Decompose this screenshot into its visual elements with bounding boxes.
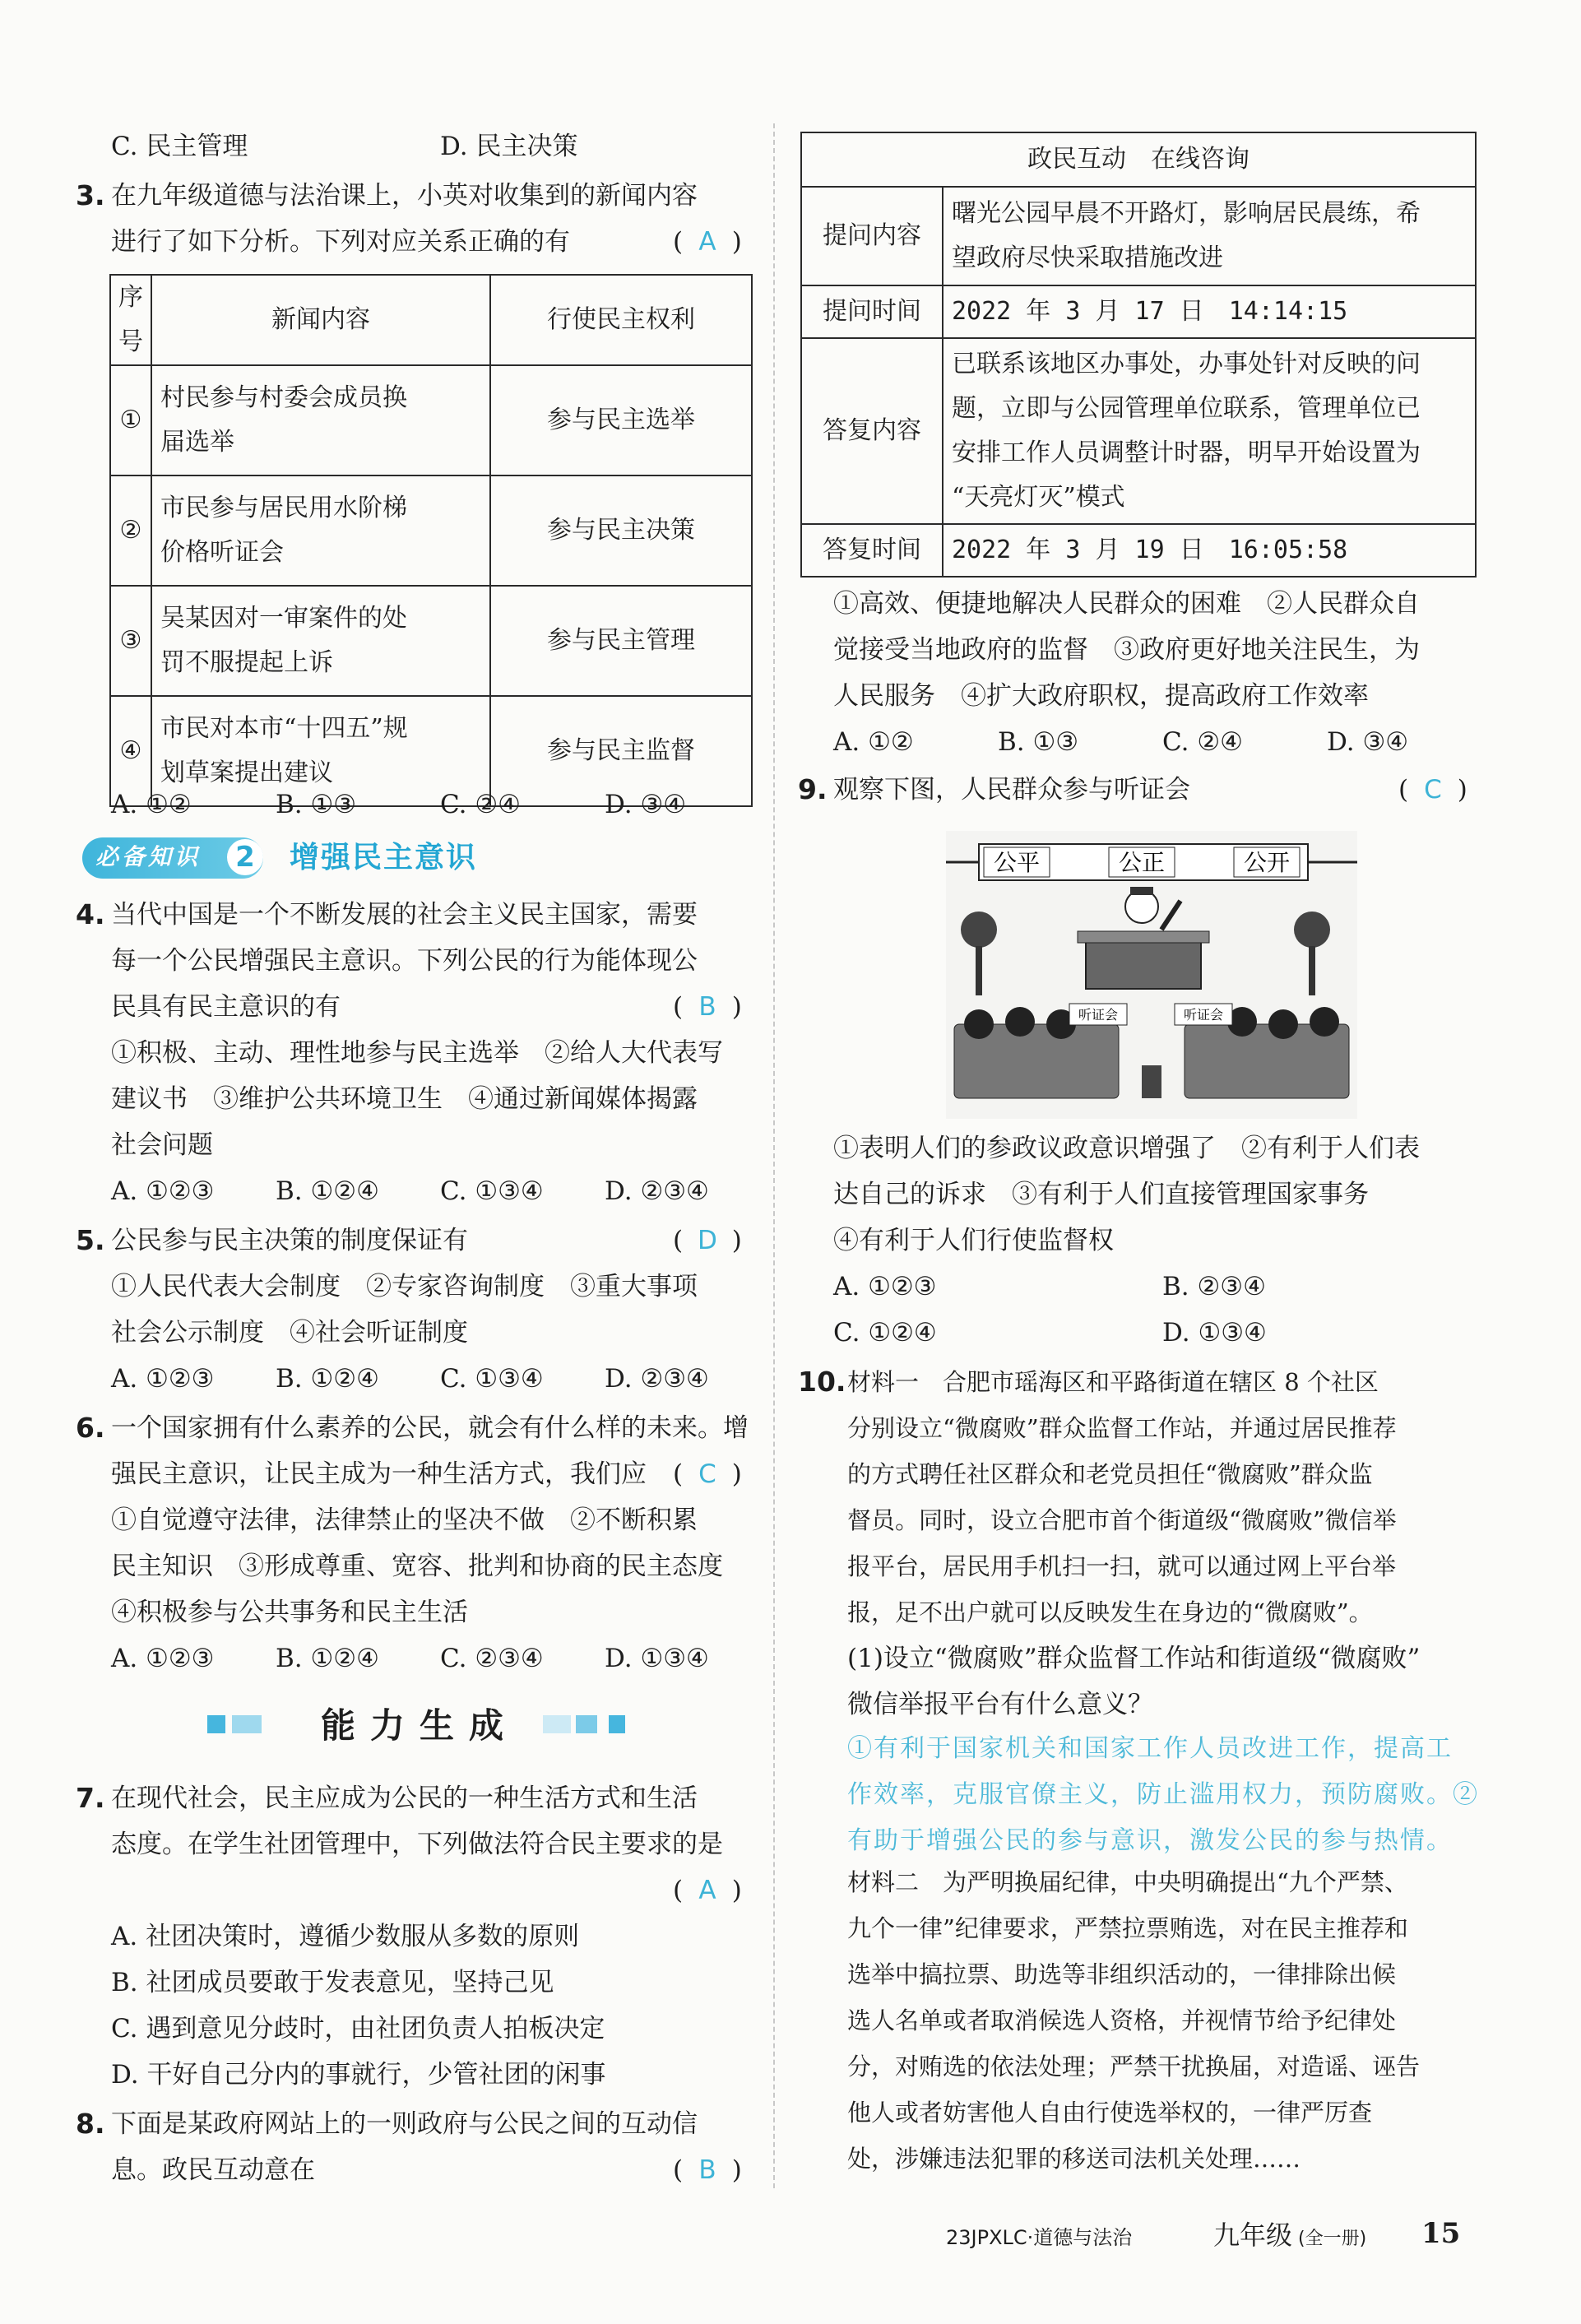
knowledge-tag: 必备知识	[95, 843, 202, 870]
q8-option-d: D. ③④	[1327, 727, 1409, 757]
q10-material1-line4: 督员。同时，设立合肥市首个街道级“微腐败”微信举	[847, 1506, 1397, 1534]
q4-item-line1: ①积极、主动、理性地参与民主选举 ②给人大代表写	[111, 1038, 723, 1068]
q6-item-line2: 民主知识 ③形成尊重、宽容、批判和协商的民主态度	[111, 1552, 723, 1581]
banner-text-fair: 公平	[993, 849, 1041, 876]
q3-row-right: 参与民主选举	[490, 365, 752, 475]
footer-volume: (全一册)	[1298, 2229, 1367, 2249]
q10-material1-line3: 的方式聘任社区群众和老党员担任“微腐败”群众监	[847, 1460, 1373, 1488]
q6-stem-line2: 强民主意识，让民主成为一种生活方式，我们应	[111, 1459, 647, 1489]
footer-grade: 九年级	[1213, 2220, 1293, 2251]
q6-item-line3: ④积极参与公共事务和民主生活	[111, 1598, 468, 1627]
q7-option-c: C. 遇到意见分歧时，由社团负责人拍板决定	[111, 2014, 605, 2043]
q8-table-value: 2022 年 3 月 19 日 16:05:58	[943, 524, 1476, 577]
q4-stem-line2: 每一个公民增强民主意识。下列公民的行为能体现公	[111, 946, 698, 976]
q3-row-index: ①	[110, 365, 151, 475]
footer-code: 23JPXLC·道德与法治	[946, 2226, 1133, 2249]
q9-option-c: C. ①②④	[833, 1318, 937, 1348]
q8-answer: ( B )	[673, 2155, 742, 2185]
q3-row-news: 市民对本市“十四五”规 划草案提出建议	[151, 696, 490, 806]
q6-item-line1: ①自觉遵守法律，法律禁止的坚决不做 ②不断积累	[111, 1505, 698, 1535]
q8-table-label: 答复内容	[801, 338, 943, 524]
q8-option-a: A. ①②	[833, 727, 914, 757]
q3-row-right: 参与民主决策	[490, 475, 752, 586]
q10-handwritten-answer-line1: ①有利于国家机关和国家工作人员改进工作，提高工	[847, 1734, 1453, 1763]
q9-stem: 观察下图，人民群众参与听证会	[833, 775, 1190, 805]
q8-table-label: 提问内容	[801, 187, 943, 285]
q3-option-d: D. ③④	[605, 790, 687, 819]
q9-option-b: B. ②③④	[1162, 1272, 1266, 1301]
q5-stem: 公民参与民主决策的制度保证有	[111, 1226, 468, 1255]
q6-stem-line1: 一个国家拥有什么素养的公民，就会有什么样的未来。增	[111, 1413, 749, 1443]
q6-number: 6.	[76, 1412, 105, 1444]
q3-row-right: 参与民主监督	[490, 696, 752, 806]
q10-material1-line6: 报，足不出户就可以反映发生在身边的“微腐败”。	[847, 1598, 1373, 1626]
section-title: 能力生成	[321, 1705, 519, 1746]
sign-right: 听证会	[1183, 1007, 1224, 1023]
q4-number: 4.	[76, 898, 105, 930]
q8-item-line3: 人民服务 ④扩大政府职权，提高政府工作效率	[833, 681, 1369, 711]
q3-row-index: ③	[110, 586, 151, 696]
q3-option-c: C. ②④	[440, 790, 521, 819]
q8-table-value: 2022 年 3 月 17 日 14:14:15	[943, 285, 1476, 338]
q10-material2-line2: 九个一律”纪律要求，严禁拉票贿选，对在民主推荐和	[847, 1914, 1408, 1942]
q5-option-d: D. ②③④	[605, 1364, 709, 1394]
section-deco-square	[543, 1715, 571, 1733]
q8-option-c: C. ②④	[1162, 727, 1243, 757]
q5-option-b: B. ①②④	[276, 1364, 379, 1394]
q3-option-a: A. ①②	[111, 790, 192, 819]
q10-handwritten-answer-line3: 有助于增强公民的参与意识，激发公民的参与热情。	[847, 1826, 1453, 1855]
q3-table	[109, 274, 753, 807]
q3-option-b: B. ①③	[276, 790, 357, 819]
q10-material1-line5: 报平台，居民用手机扫一扫，就可以通过网上平台举	[847, 1552, 1397, 1580]
q8-item-line2: 觉接受当地政府的监督 ③政府更好地关注民生，为	[833, 635, 1420, 665]
q2-option-d: D. 民主决策	[440, 132, 578, 161]
q8-table-value: 曙光公园早晨不开路灯，影响居民晨练，希 望政府尽快采取措施改进	[943, 187, 1476, 285]
q4-item-line2: 建议书 ③维护公共环境卫生 ④通过新闻媒体揭露	[111, 1084, 698, 1114]
q9-item-line3: ④有利于人们行使监督权	[833, 1226, 1114, 1255]
page-number: 15	[1421, 2217, 1461, 2250]
hearing-cartoon	[946, 831, 1357, 1119]
q8-item-line1: ①高效、便捷地解决人民群众的困难 ②人民群众自	[833, 589, 1420, 619]
q8-table-label: 答复时间	[801, 524, 943, 577]
q8-interaction-table	[800, 132, 1477, 578]
q3-number: 3.	[76, 179, 105, 211]
q4-option-c: C. ①③④	[440, 1176, 544, 1206]
q8-stem-line2: 息。政民互动意在	[111, 2155, 315, 2185]
knowledge-number: 2	[227, 839, 263, 875]
q3-header-index: 序号	[110, 275, 151, 365]
q10-number: 10.	[798, 1366, 846, 1398]
banner-text-just: 公正	[1118, 849, 1166, 876]
section-deco-square	[576, 1715, 597, 1733]
q9-option-d: D. ①③④	[1162, 1318, 1267, 1348]
q7-option-a: A. 社团决策时，遵循少数服从多数的原则	[111, 1922, 580, 1951]
q2-option-c: C. 民主管理	[111, 132, 248, 161]
q6-option-c: C. ②③④	[440, 1644, 544, 1673]
q9-answer: ( C )	[1398, 775, 1467, 805]
q5-number: 5.	[76, 1224, 105, 1256]
section-deco-square	[232, 1715, 262, 1733]
q10-material2-line5: 分，对贿选的依法处理；严禁干扰换届，对造谣、诬告	[847, 2053, 1421, 2080]
q8-number: 8.	[76, 2108, 105, 2140]
q10-material2-line7: 处，涉嫌违法犯罪的移送司法机关处理……	[847, 2145, 1301, 2173]
q5-option-c: C. ①③④	[440, 1364, 544, 1394]
sign-left: 听证会	[1078, 1007, 1119, 1023]
q4-stem-line3: 民具有民主意识的有	[111, 992, 341, 1022]
q4-stem-line1: 当代中国是一个不断发展的社会主义民主国家，需要	[111, 900, 698, 930]
q5-option-a: A. ①②③	[111, 1364, 215, 1394]
banner-text-open: 公开	[1243, 849, 1291, 876]
q10-material2-line1: 材料二 为严明换届纪律，中央明确提出“九个严禁、	[847, 1868, 1408, 1896]
q5-answer: ( D )	[673, 1226, 742, 1255]
q4-option-d: D. ②③④	[605, 1176, 709, 1206]
column-divider	[773, 123, 775, 2188]
q9-option-a: A. ①②③	[833, 1272, 937, 1301]
q10-material2-line3: 选举中搞拉票、助选等非组织活动的，一律排除出候	[847, 1960, 1397, 1988]
q3-row-right: 参与民主管理	[490, 586, 752, 696]
q4-answer: ( B )	[673, 992, 742, 1022]
section-deco-square	[207, 1715, 225, 1733]
q6-option-a: A. ①②③	[111, 1644, 215, 1673]
q6-option-d: D. ①③④	[605, 1644, 709, 1673]
q7-option-d: D. 干好自己分内的事就行，少管社团的闲事	[111, 2060, 606, 2090]
q3-header-news: 新闻内容	[151, 275, 490, 365]
q9-item-line2: 达自己的诉求 ③有利于人们直接管理国家事务	[833, 1180, 1369, 1209]
q3-row-news: 市民参与居民用水阶梯 价格听证会	[151, 475, 490, 586]
q3-header-right: 行使民主权利	[490, 275, 752, 365]
q9-item-line1: ①表明人们的参政议政意识增强了 ②有利于人们表	[833, 1134, 1420, 1163]
q4-option-a: A. ①②③	[111, 1176, 215, 1206]
q3-row-index: ②	[110, 475, 151, 586]
q4-option-b: B. ①②④	[276, 1176, 379, 1206]
section-deco-square	[609, 1715, 625, 1733]
q7-option-b: B. 社团成员要敢于发表意见，坚持己见	[111, 1968, 554, 1997]
q4-item-line3: 社会问题	[111, 1130, 213, 1160]
q7-stem-line1: 在现代社会，民主应成为公民的一种生活方式和生活	[111, 1784, 698, 1813]
knowledge-title: 增强民主意识	[290, 841, 478, 874]
q7-answer: ( A )	[673, 1876, 742, 1905]
q6-answer: ( C )	[673, 1459, 742, 1489]
q10-material1-line1: 材料一 合肥市瑶海区和平路街道在辖区 8 个社区	[847, 1368, 1379, 1396]
q3-answer: ( A )	[673, 227, 742, 257]
q5-item-line1: ①人民代表大会制度 ②专家咨询制度 ③重大事项	[111, 1272, 698, 1301]
q6-option-b: B. ①②④	[276, 1644, 379, 1673]
q3-row-index: ④	[110, 696, 151, 806]
q7-stem-line2: 态度。在学生社团管理中，下列做法符合民主要求的是	[111, 1830, 723, 1859]
q10-sub1-line2: 微信举报平台有什么意义？	[847, 1690, 1153, 1719]
q8-table-value: 已联系该地区办事处，办事处针对反映的问 题，立即与公园管理单位联系，管理单位已 安排工作人员调整计时器，明早开始设置为 “天亮灯灭”模式	[943, 338, 1476, 524]
q3-row-news: 吴某因对一审案件的处 罚不服提起上诉	[151, 586, 490, 696]
q8-stem-line1: 下面是某政府网站上的一则政府与公民之间的互动信	[111, 2109, 698, 2139]
q3-stem-line2: 进行了如下分析。下列对应关系正确的有	[111, 227, 570, 257]
q3-stem-line1: 在九年级道德与法治课上，小英对收集到的新闻内容	[111, 181, 698, 211]
q5-item-line2: 社会公示制度 ④社会听证制度	[111, 1318, 468, 1348]
q10-handwritten-answer-line2: 作效率，克服官僚主义，防止滥用权力，预防腐败。②	[847, 1780, 1479, 1809]
q8-table-title: 政民互动 在线咨询	[801, 132, 1476, 187]
q10-material2-line6: 他人或者妨害他人自由行使选举权的，一律严厉查	[847, 2099, 1373, 2127]
q10-material1-line2: 分别设立“微腐败”群众监督工作站，并通过居民推荐	[847, 1414, 1397, 1442]
q7-number: 7.	[76, 1782, 105, 1814]
q9-number: 9.	[798, 773, 828, 805]
q8-table-label: 提问时间	[801, 285, 943, 338]
q8-option-b: B. ①③	[998, 727, 1079, 757]
q3-row-news: 村民参与村委会成员换 届选举	[151, 365, 490, 475]
q10-material2-line4: 选人名单或者取消候选人资格，并视情节给予纪律处	[847, 2006, 1397, 2034]
q10-sub1-line1: (1)设立“微腐败”群众监督工作站和街道级“微腐败”	[847, 1644, 1421, 1673]
